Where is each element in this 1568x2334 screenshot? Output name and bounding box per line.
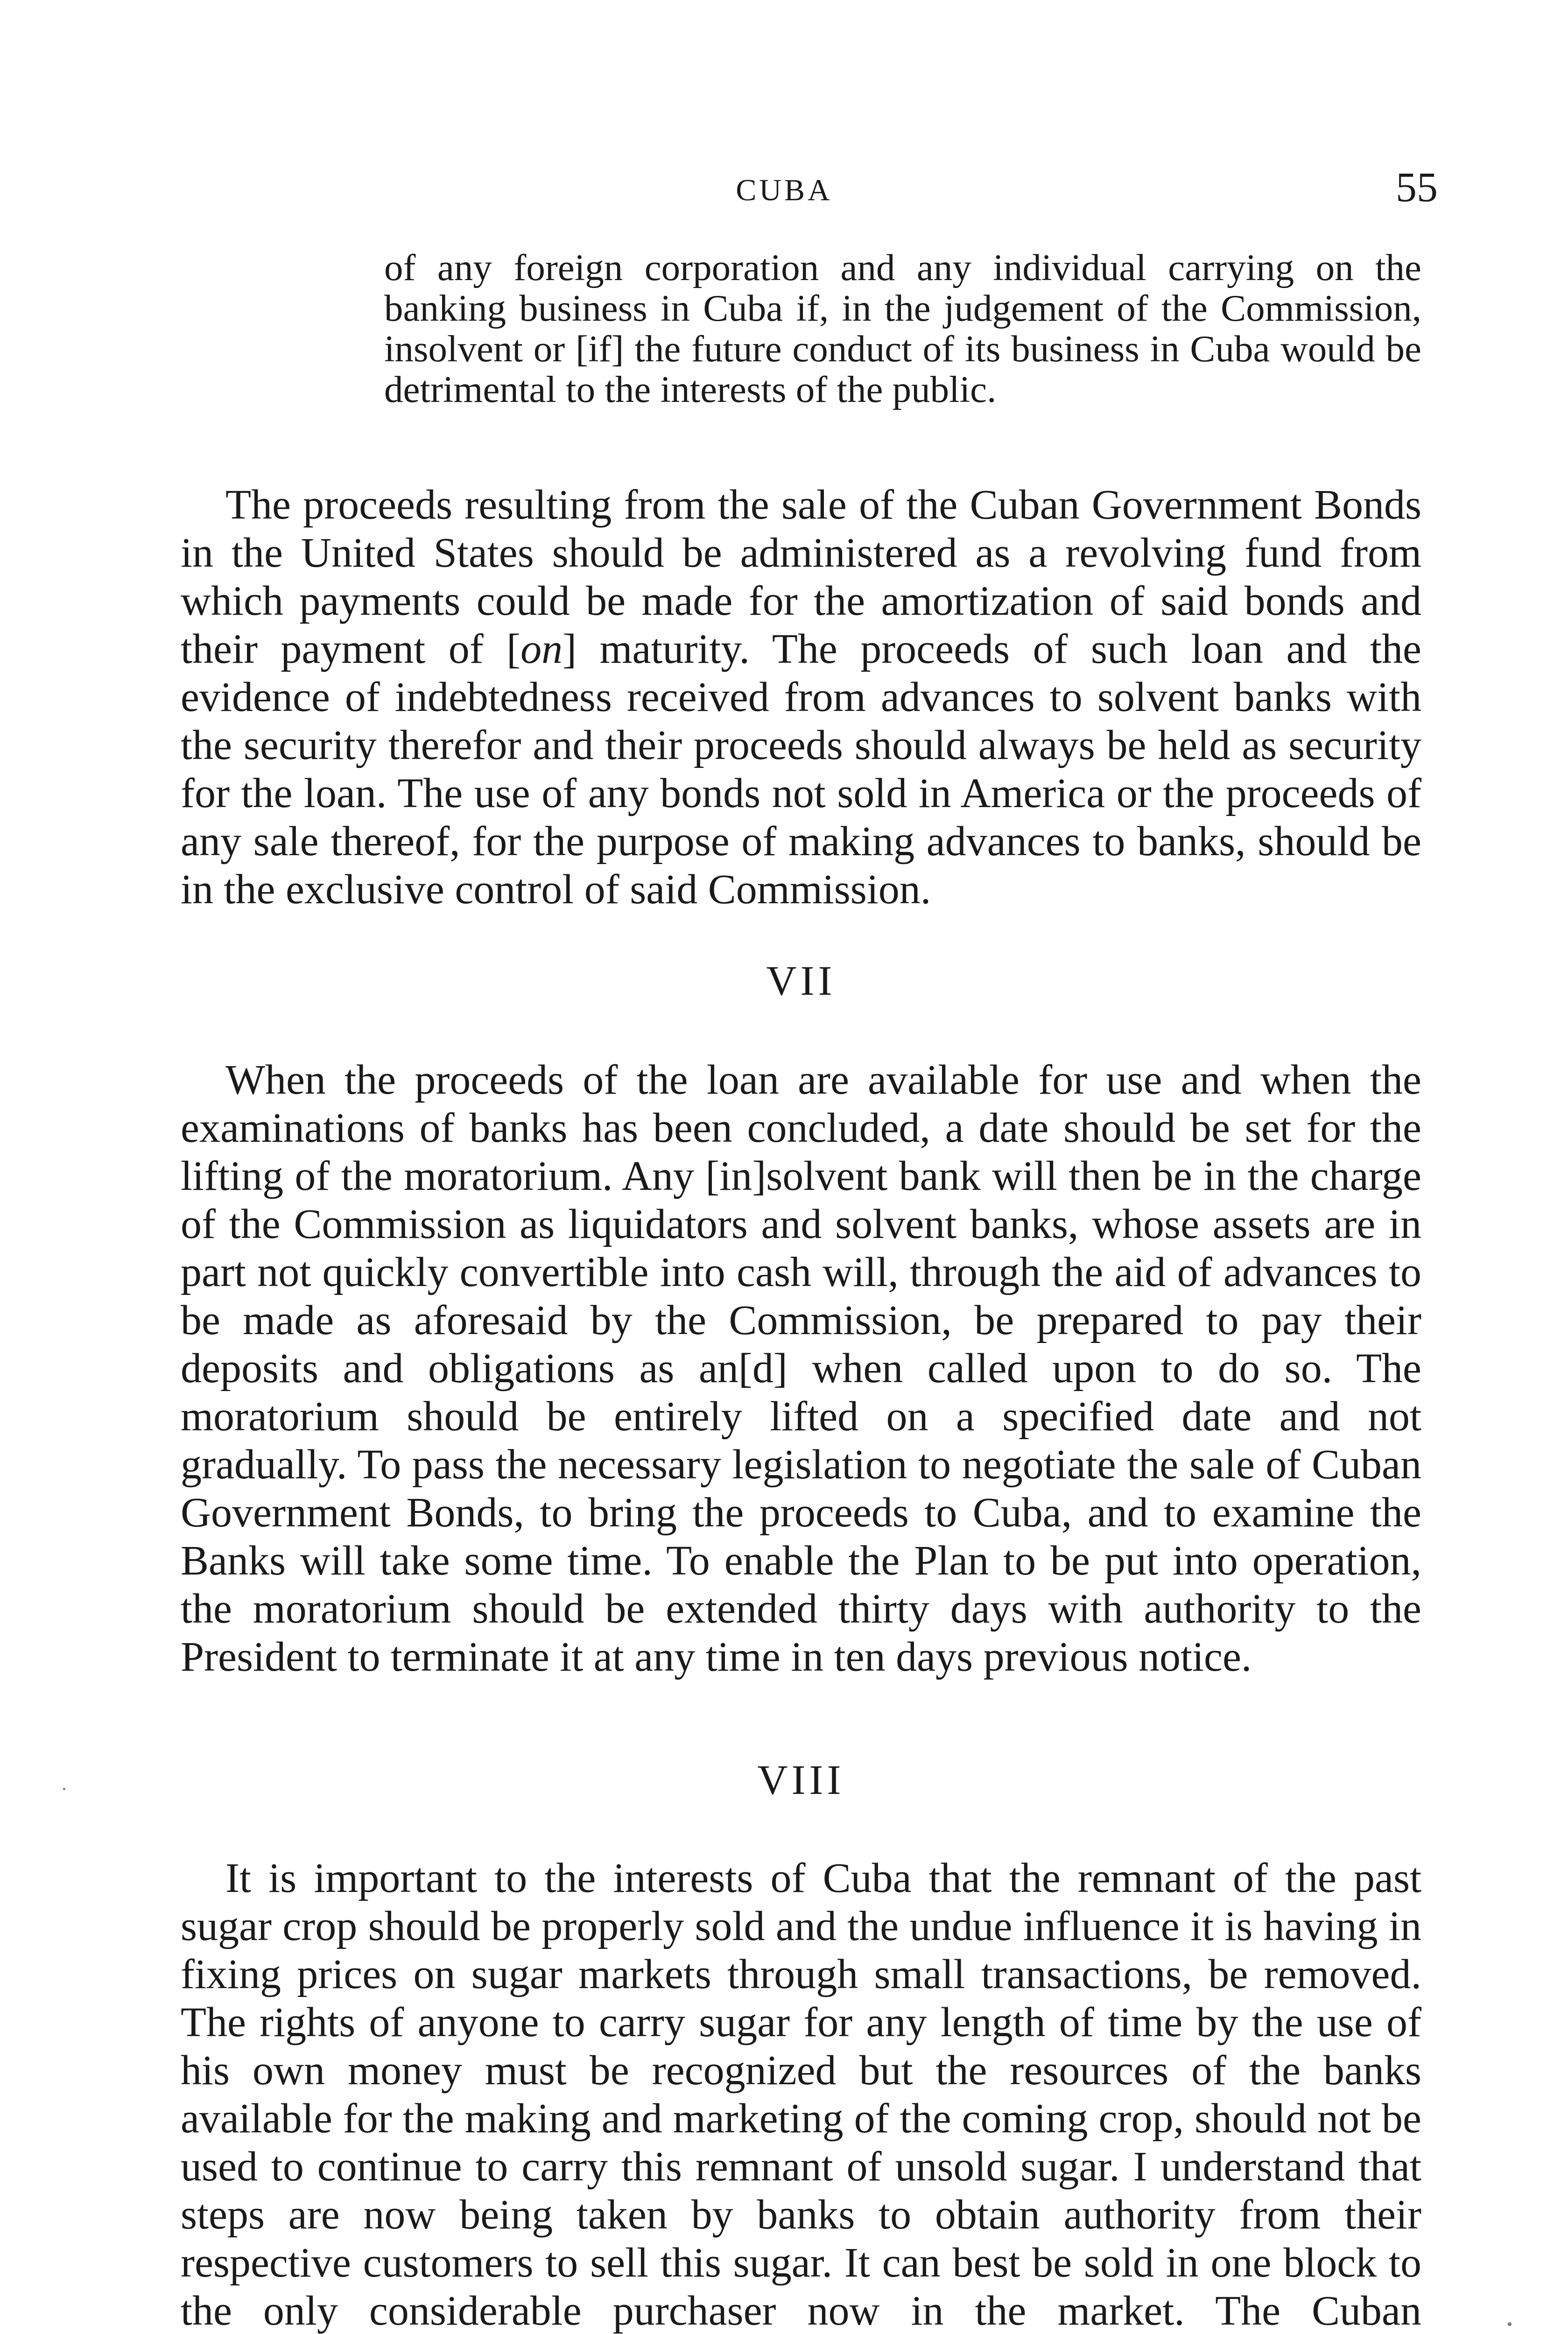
section-heading-vii: VII [766,958,836,1004]
page-number: 55 [1396,164,1438,211]
paragraph-bond-proceeds-text [181,481,1421,914]
paragraph-moratorium [181,1056,1421,1681]
running-title: CUBA [736,173,833,207]
scan-speck [63,1788,65,1790]
scan-speck [1508,2322,1512,2326]
quoted-clause [384,247,1421,410]
paragraph-bond-proceeds [181,481,1421,914]
text-run: The proceeds resulting from the sale of the Cuban Government Bonds in the United States should be administered as a revolving fund from which payments could be made for the amortization of said bonds and their payment of [ [181,482,1421,672]
paragraph-sugar-crop-text: It is important to the interests of Cuba that the remnant of the past sugar crop should be properly sold and the undue influence it is having in fixing prices on sugar markets through small transactions, be removed. The rights of anyone to carry sugar for any length of time by the use of his own money must be recognized but the resources of the banks available for the making and marketing of the coming crop, should not be used to continue to carry this remnant of unsold sugar. I understand that steps are now being taken by banks to obtain authority from their respective customers to sell this sugar. It can best be sold in one block to the only considerable purchaser now in the market. The Cuban [181,1855,1421,2334]
editorial-insertion: on [520,626,563,672]
text-run: ] maturity. The proceeds of such loan and the evidence of indebtedness received from advances to solvent banks with the security therefor and their proceeds should always be held as security for the loan. The use of any bonds not sold in America or the proceeds of any sale thereof, for the purpose of making advances to banks, should be in the exclusive control of said Commission. [181,626,1421,913]
quoted-clause-text: of any foreign corporation and any individual carrying on the banking business in Cuba if, in the judgement of the Commission, insolvent or [if] the future conduct of its business in Cuba would be detrimental to the interests of the public. [384,246,1421,410]
paragraph-sugar-crop [181,1854,1421,2334]
section-heading-viii: VIII [757,1757,845,1803]
paragraph-moratorium-text: When the proceeds of the loan are available for use and when the examinations of banks has been concluded, a date should be set for the lifting of the moratorium. Any [in]solvent bank will then be in the charge of the Commission as liquidators and solvent banks, whose assets are in part not quickly convertible into cash will, through the aid of advances to be made as aforesaid by the Commission, be prepared to pay their deposits and obligations as an[d] when called upon to do so. The moratorium should be entirely lifted on a specified date and not gradually. To pass the necessary legislation to negotiate the sale of Cuban Government Bonds, to bring the proceeds to Cuba, and to examine the Banks will take some time. To enable the Plan to be put into operation, the moratorium should be extended thirty days with authority to the President to terminate it at any time in ten days previous notice. [181,1057,1421,1680]
